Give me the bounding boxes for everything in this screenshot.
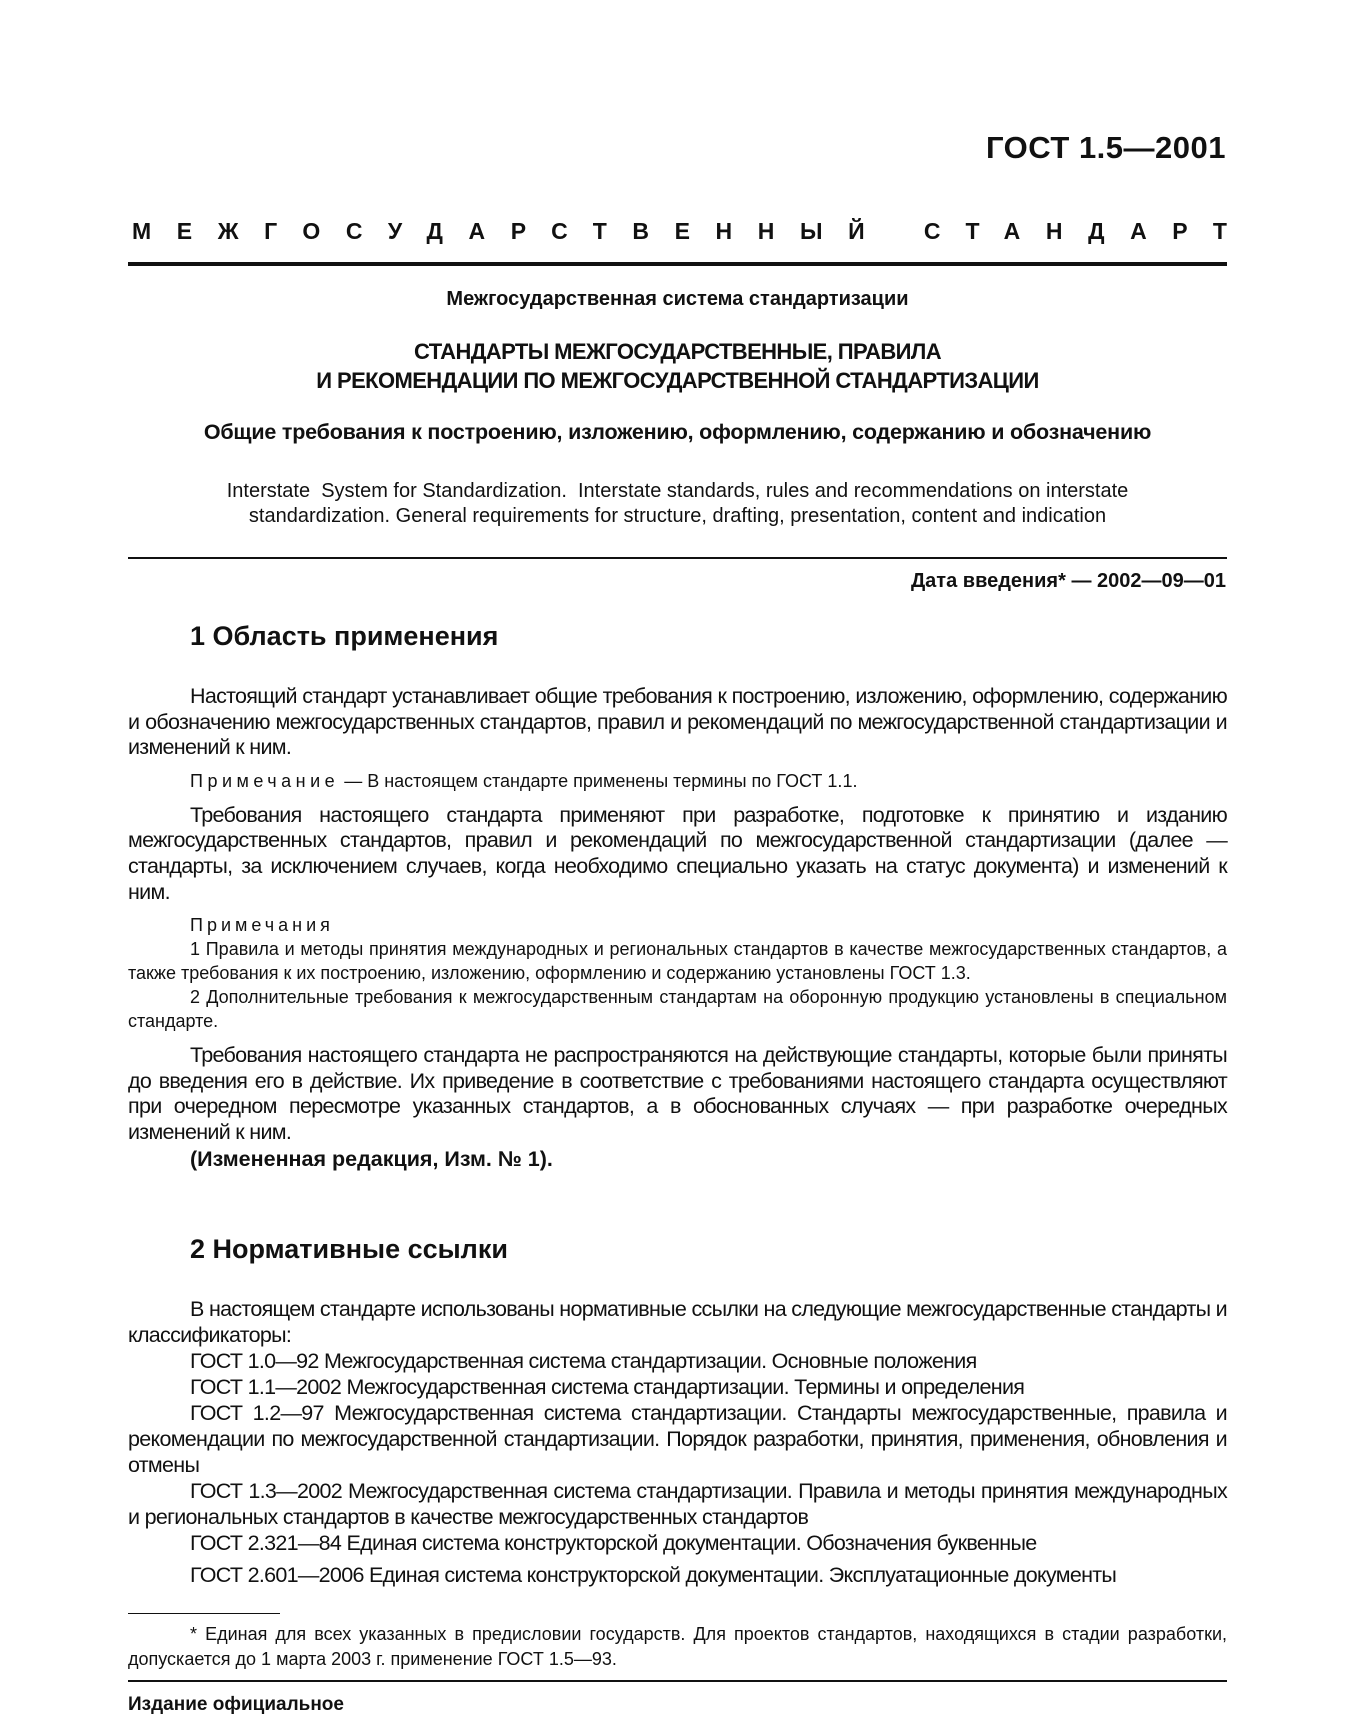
section-1-heading: 1 Область применения <box>190 621 499 651</box>
paragraph: Требования настоящего стандарта не распространяются на действующие стандарты, которые были приняты до введения его в действие. Их приведение в соответствие с требованиями настоящего стандарта осуществляют при очередном пересмотре указанных стандартов, а в обоснованных случаях — при разработке очередных изменений к ним. <box>128 1043 1227 1144</box>
reference-item: ГОСТ 1.3—2002 Межгосударственная система стандартизации. Правила и методы принятия международных и региональных стандартов в качестве межгосударственных стандартов <box>128 1479 1227 1529</box>
section-2-body <box>128 1296 1227 1588</box>
note-1: 1 Правила и методы принятия международных и региональных стандартов в качестве межгосударственных стандартов, а также требования к их построению, изложению, оформлению и содержанию установлены ГОСТ 1.3. <box>128 939 1227 984</box>
references-intro: В настоящем стандарте использованы нормативные ссылки на следующие межгосударственные стандарты и классификаторы: <box>128 1297 1227 1347</box>
effective-date-label: Дата введения* <box>910 570 1066 592</box>
footer-rule <box>128 1680 1227 1682</box>
footnote-rule <box>128 1613 280 1614</box>
edition-label: Издание официальное <box>128 1694 344 1715</box>
reference-item: ГОСТ 2.321—84 Единая система конструкторской документации. Обозначения буквенные <box>190 1531 1037 1555</box>
section-2-heading: 2 Нормативные ссылки <box>190 1234 508 1264</box>
note-2: 2 Дополнительные требования к межгосударственным стандартам на оборонную продукцию установлены в специальном стандарте. <box>128 987 1227 1032</box>
section-1-body <box>128 684 1227 1172</box>
footnote: * Единая для всех указанных в предисловии государств. Для проектов стандартов, находящихся в стадии разработки, допускается до 1 марта 2003 г. применение ГОСТ 1.5—93. <box>128 1624 1227 1669</box>
reference-item: ГОСТ 2.601—2006 Единая система конструкторской документации. Эксплуатационные документы <box>190 1563 1117 1587</box>
reference-item: ГОСТ 1.1—2002 Межгосударственная система стандартизации. Термины и определения <box>190 1375 1025 1399</box>
title-rule <box>128 557 1227 559</box>
document-subtitle: Общие требования к построению, изложению, оформлению, содержанию и обозначению <box>203 420 1152 444</box>
standard-number: ГОСТ 1.5—2001 <box>986 130 1226 165</box>
system-title: Межгосударственная система стандартизации <box>446 288 909 310</box>
paragraph: Требования настоящего стандарта применяют при разработке, подготовке к принятию и изданию межгосударственных стандартов, правил и рекомендаций по межгосударственной стандартизации (далее — стандарты, за исключением случаев, когда необходимо специально указать на статус документа) и изменений к ним. <box>128 802 1227 904</box>
english-title-line-2: standardization. General requirements for structure, drafting, presentation, content and indication <box>248 505 1107 527</box>
standard-type-banner <box>132 218 1253 245</box>
reference-item: ГОСТ 1.0—92 Межгосударственная система стандартизации. Основные положения <box>190 1349 977 1373</box>
title-line-1: СТАНДАРТЫ МЕЖГОСУДАРСТВЕННЫЕ, ПРАВИЛА <box>413 339 942 364</box>
english-title-line-1: Interstate System for Standardization. Interstate standards, rules and recommendations on interstate <box>226 480 1129 502</box>
header-rule <box>128 262 1227 266</box>
banner-word-interstate: МЕЖГОСУДАРСТВЕННЫЙ <box>132 218 891 244</box>
paragraph: Настоящий стандарт устанавливает общие требования к построению, изложению, оформлению, содержанию и обозначению межгосударственных стандартов, правил и рекомендаций по межгосударственной стандартизации и изменений к ним. <box>128 684 1227 760</box>
title-line-2: И РЕКОМЕНДАЦИИ ПО МЕЖГОСУДАРСТВЕННОЙ СТАНДАРТИЗАЦИИ <box>316 368 1039 393</box>
note-label: Примечание <box>190 770 340 791</box>
amendment-note: (Измененная редакция, Изм. № 1). <box>190 1146 553 1171</box>
effective-date-value: — 2002—09—01 <box>1071 570 1226 592</box>
document-title <box>128 337 1227 395</box>
english-title <box>128 479 1227 529</box>
note-text: — В настоящем стандарте применены термины по ГОСТ 1.1. <box>344 770 858 791</box>
effective-date <box>911 570 1226 593</box>
note <box>128 769 1227 793</box>
notes-label: Примечания <box>190 915 334 936</box>
reference-item: ГОСТ 1.2—97 Межгосударственная система стандартизации. Стандарты межгосударственные, правила и рекомендации по межгосударственной стандартизации. Порядок разработки, принятия, применения, обновления и отмены <box>128 1401 1227 1477</box>
banner-word-standard: СТАНДАРТ <box>923 218 1253 244</box>
